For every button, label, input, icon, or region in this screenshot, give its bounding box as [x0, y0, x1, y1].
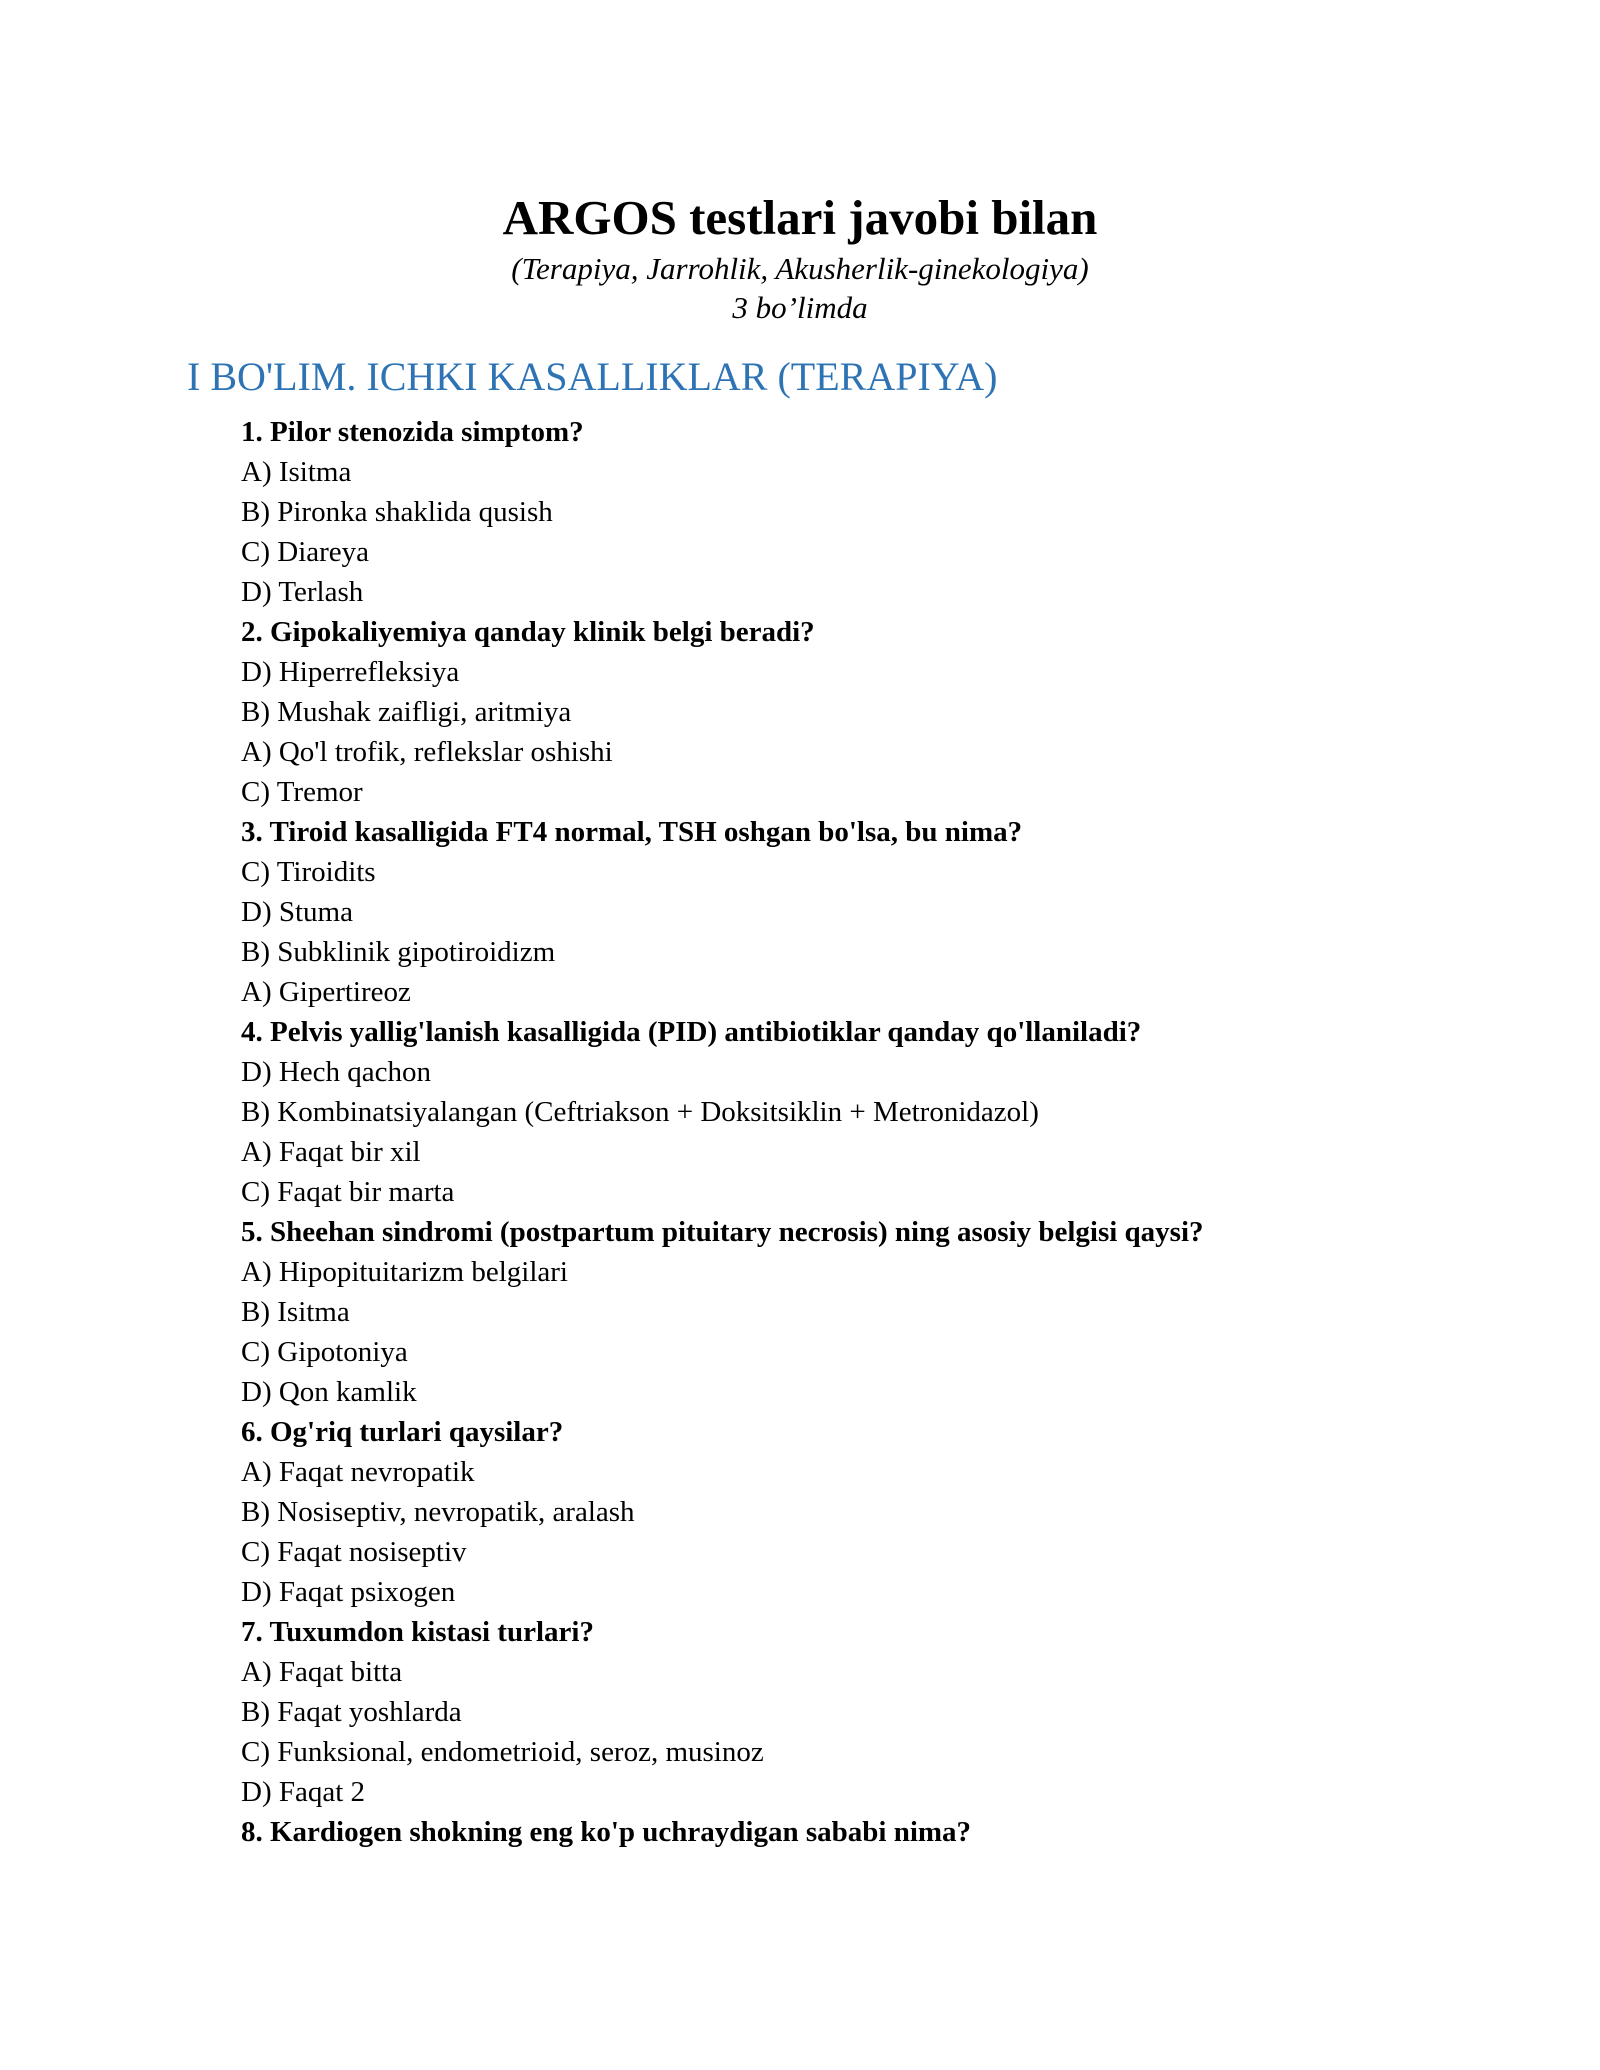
answer-option: D) Qon kamlik [241, 1376, 417, 1408]
answer-option: C) Faqat nosiseptiv [241, 1536, 467, 1568]
answer-option: A) Gipertireoz [241, 976, 411, 1008]
document-subtitle: (Terapiya, Jarrohlik, Akusherlik-ginekologiya) [511, 251, 1089, 286]
answer-option: D) Stuma [241, 896, 353, 928]
answer-option: D) Terlash [241, 576, 364, 608]
question-text: 2. Gipokaliyemiya qanday klinik belgi beradi? [241, 616, 815, 648]
answer-option: D) Hech qachon [241, 1056, 432, 1088]
question-list [241, 412, 1441, 1852]
question-text: 1. Pilor stenozida simptom? [241, 416, 584, 448]
answer-option: C) Gipotoniya [241, 1336, 408, 1368]
answer-option: C) Tiroidits [241, 856, 376, 888]
answer-option: A) Faqat bir xil [241, 1136, 421, 1168]
answer-option: B) Mushak zaifligi, aritmiya [241, 696, 572, 728]
answer-option: A) Faqat bitta [241, 1656, 403, 1688]
document-parts-note: 3 bo’limda [732, 290, 868, 325]
answer-option: C) Tremor [241, 776, 363, 808]
answer-option: B) Nosiseptiv, nevropatik, aralash [241, 1496, 635, 1528]
question-text: 8. Kardiogen shokning eng ko'p uchraydigan sababi nima? [241, 1816, 972, 1848]
answer-option: C) Funksional, endometrioid, seroz, musinoz [241, 1736, 764, 1768]
question-text: 7. Tuxumdon kistasi turlari? [241, 1616, 594, 1648]
answer-option: B) Kombinatsiyalangan (Ceftriakson + Doksitsiklin + Metronidazol) [241, 1096, 1039, 1128]
document-title: ARGOS testlari javobi bilan [502, 190, 1098, 245]
answer-option: C) Faqat bir marta [241, 1176, 455, 1208]
answer-option: B) Isitma [241, 1296, 350, 1328]
answer-option: A) Qo'l trofik, reflekslar oshishi [241, 736, 613, 768]
answer-option: D) Faqat psixogen [241, 1576, 456, 1608]
question-text: 4. Pelvis yallig'lanish kasalligida (PID) antibiotiklar qanday qo'llaniladi? [241, 1016, 1142, 1048]
answer-option: A) Hipopituitarizm belgilari [241, 1256, 568, 1288]
answer-option: D) Faqat 2 [241, 1776, 366, 1808]
title-block [0, 187, 1600, 327]
question-text: 5. Sheehan sindromi (postpartum pituitary necrosis) ning asosiy belgisi qaysi? [241, 1216, 1204, 1248]
question-text: 6. Og'riq turlari qaysilar? [241, 1416, 564, 1448]
answer-option: B) Subklinik gipotiroidizm [241, 936, 556, 968]
answer-option: B) Pironka shaklida qusish [241, 496, 553, 528]
question-text: 3. Tiroid kasalligida FT4 normal, TSH oshgan bo'lsa, bu nima? [241, 816, 1023, 848]
answer-option: A) Isitma [241, 456, 352, 488]
answer-option: C) Diareya [241, 536, 370, 568]
answer-option: B) Faqat yoshlarda [241, 1696, 462, 1728]
answer-option: A) Faqat nevropatik [241, 1456, 475, 1488]
answer-option: D) Hiperrefleksiya [241, 656, 460, 688]
section-heading: I BO'LIM. ICHKI KASALLIKLAR (TERAPIYA) [187, 354, 998, 399]
